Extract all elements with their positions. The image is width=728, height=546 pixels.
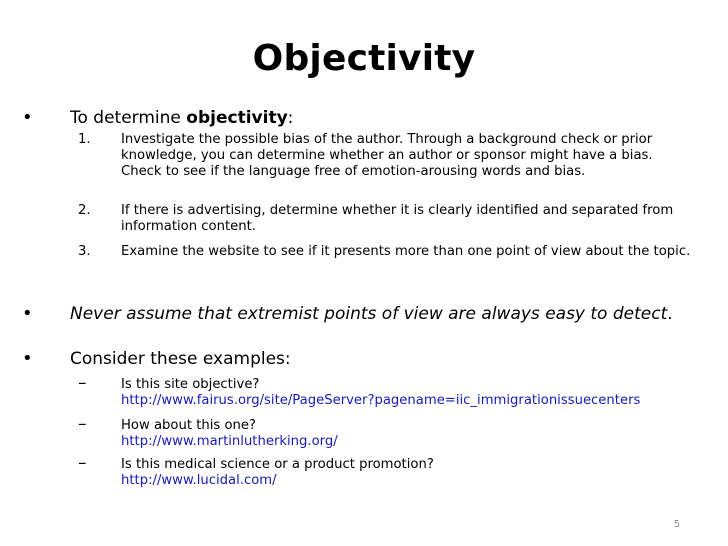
item-number: 2. [78, 203, 91, 218]
bullet-text: To determine objectivity: [70, 108, 294, 128]
bold-term: objectivity [186, 108, 288, 128]
example-question: How about this one? [121, 418, 256, 433]
slide-title: Objectivity [252, 38, 476, 79]
example-link[interactable]: http://www.martinlutherking.org/ [121, 434, 338, 449]
example-question: Is this medical science or a product promotion? [121, 457, 434, 472]
item-text: Investigate the possible bias of the author. Through a background check or prior knowledge, you can determine whether an author or sponsor might have a bias. Check to see if the language free of emotion-arousing words and bias. [121, 132, 653, 179]
item-number: 3. [78, 244, 91, 259]
bullet-icon: • [22, 107, 33, 128]
bullet-icon: • [22, 348, 33, 369]
item-text: If there is advertising, determine whether it is clearly identified and separated from information content. [121, 203, 674, 234]
item-number: 1. [78, 132, 91, 147]
dash-icon: – [78, 414, 87, 434]
page-number: 5 [673, 519, 680, 530]
dash-icon: – [78, 453, 87, 473]
item-text: Examine the website to see if it presents more than one point of view about the topic. [121, 244, 691, 259]
bullet-icon: • [22, 303, 33, 324]
example-link[interactable]: http://www.lucidal.com/ [121, 473, 277, 488]
example-link[interactable]: http://www.fairus.org/site/PageServer?pagename=iic_immigrationissuecenters [121, 393, 641, 408]
bullet-text: Consider these examples: [70, 349, 291, 369]
bullet-text: Never assume that extremist points of view are always easy to detect. [70, 304, 673, 324]
dash-icon: – [78, 373, 87, 393]
example-question: Is this site objective? [121, 377, 260, 392]
